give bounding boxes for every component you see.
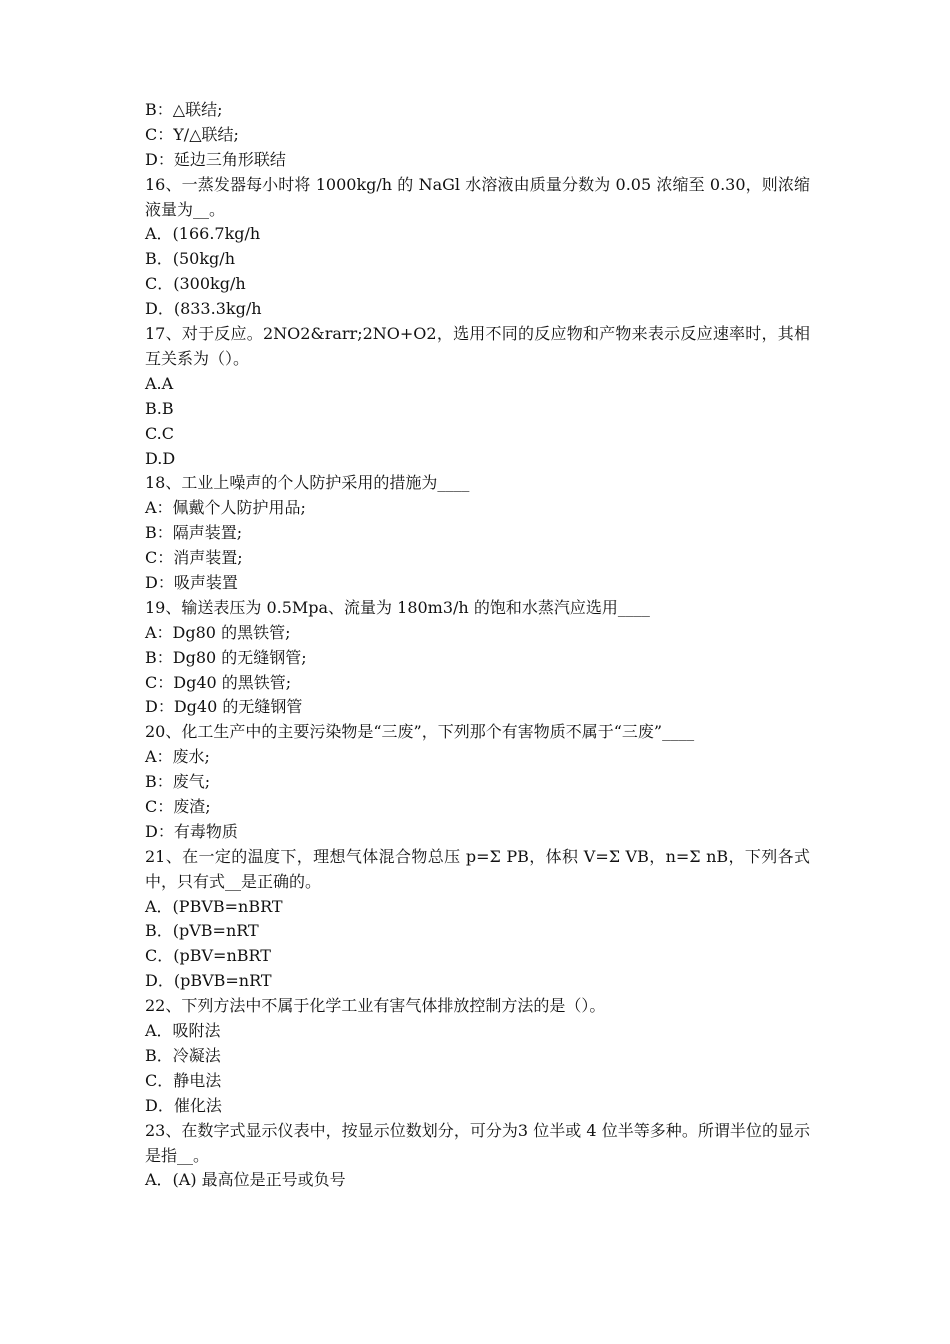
option-a-q17: A.A <box>145 373 174 393</box>
question-21: 21、在一定的温度下，理想气体混合物总压 p=Σ PB，体积 V=Σ VB，n=Σ nB，下列各式中，只有式__是正确的。 <box>145 846 810 891</box>
option-d-q16: D．(833.3kg/h <box>145 299 262 319</box>
question-23: 23、在数字式显示仪表中，按显示位数划分，可分为3 位半或 4 位半等多种。所谓半位的显示是指__。 <box>145 1120 810 1165</box>
question-20: 20、化工生产中的主要污染物是“三废”，下列那个有害物质不属于“三废”____ <box>145 722 695 742</box>
option-c-q16: C．(300kg/h <box>145 274 246 294</box>
option-b-q20: B：废气; <box>145 772 211 792</box>
option-d-q19: D：Dg40 的无缝钢管 <box>145 697 303 717</box>
option-b-q16: B．(50kg/h <box>145 249 235 269</box>
question-17: 17、对于反应。2NO2&rarr;2NO+O2，选用不同的反应物和产物来表示反应速率时，其相互关系为（）。 <box>145 324 810 368</box>
question-19: 19、输送表压为 0.5Mpa、流量为 180m3/h 的饱和水蒸汽应选用____ <box>145 597 650 617</box>
option-d-q21: D．(pBVB=nRT <box>145 971 272 991</box>
option-a-q22: A．吸附法 <box>145 1021 221 1041</box>
option-c-q19: C：Dg40 的黑铁管; <box>145 672 292 692</box>
option-d-q15: D：延边三角形联结 <box>145 149 286 169</box>
option-a-q23: A．(A) 最高位是正号或负号 <box>145 1170 346 1190</box>
option-d-q20: D：有毒物质 <box>145 821 238 841</box>
option-c-q15: C：Y/△联结; <box>145 124 239 144</box>
option-a-q20: A：废水; <box>145 747 210 767</box>
document-body <box>145 98 810 1193</box>
option-d-q22: D．催化法 <box>145 1095 222 1115</box>
option-c-q18: C：消声装置; <box>145 548 243 568</box>
option-b-q19: B：Dg80 的无缝钢管; <box>145 647 307 667</box>
option-a-q21: A．(PBVB=nBRT <box>145 896 283 916</box>
option-a-q18: A：佩戴个人防护用品; <box>145 498 306 518</box>
option-d-q18: D：吸声装置 <box>145 572 238 592</box>
option-c-q22: C．静电法 <box>145 1070 222 1090</box>
option-b-q22: B．冷凝法 <box>145 1045 221 1065</box>
option-c-q20: C：废渣; <box>145 797 211 816</box>
option-b-q15: B：△联结; <box>145 100 223 119</box>
option-c-q17: C.C <box>145 423 174 443</box>
question-16: 16、一蒸发器每小时将 1000kg/h 的 NaGl 水溶液由质量分数为 0.05 浓缩至 0.30，则浓缩液量为__。 <box>145 174 810 219</box>
option-b-q21: B．(pVB=nRT <box>145 921 259 941</box>
question-22: 22、下列方法中不属于化学工业有害气体排放控制方法的是（）。 <box>145 996 606 1016</box>
option-a-q16: A．(166.7kg/h <box>145 224 261 244</box>
option-d-q17: D.D <box>145 448 176 468</box>
option-a-q19: A：Dg80 的黑铁管; <box>145 622 291 642</box>
question-18: 18、工业上噪声的个人防护采用的措施为____ <box>145 473 470 493</box>
option-b-q18: B：隔声装置; <box>145 523 243 543</box>
option-b-q17: B.B <box>145 398 174 418</box>
option-c-q21: C．(pBV=nBRT <box>145 946 271 966</box>
